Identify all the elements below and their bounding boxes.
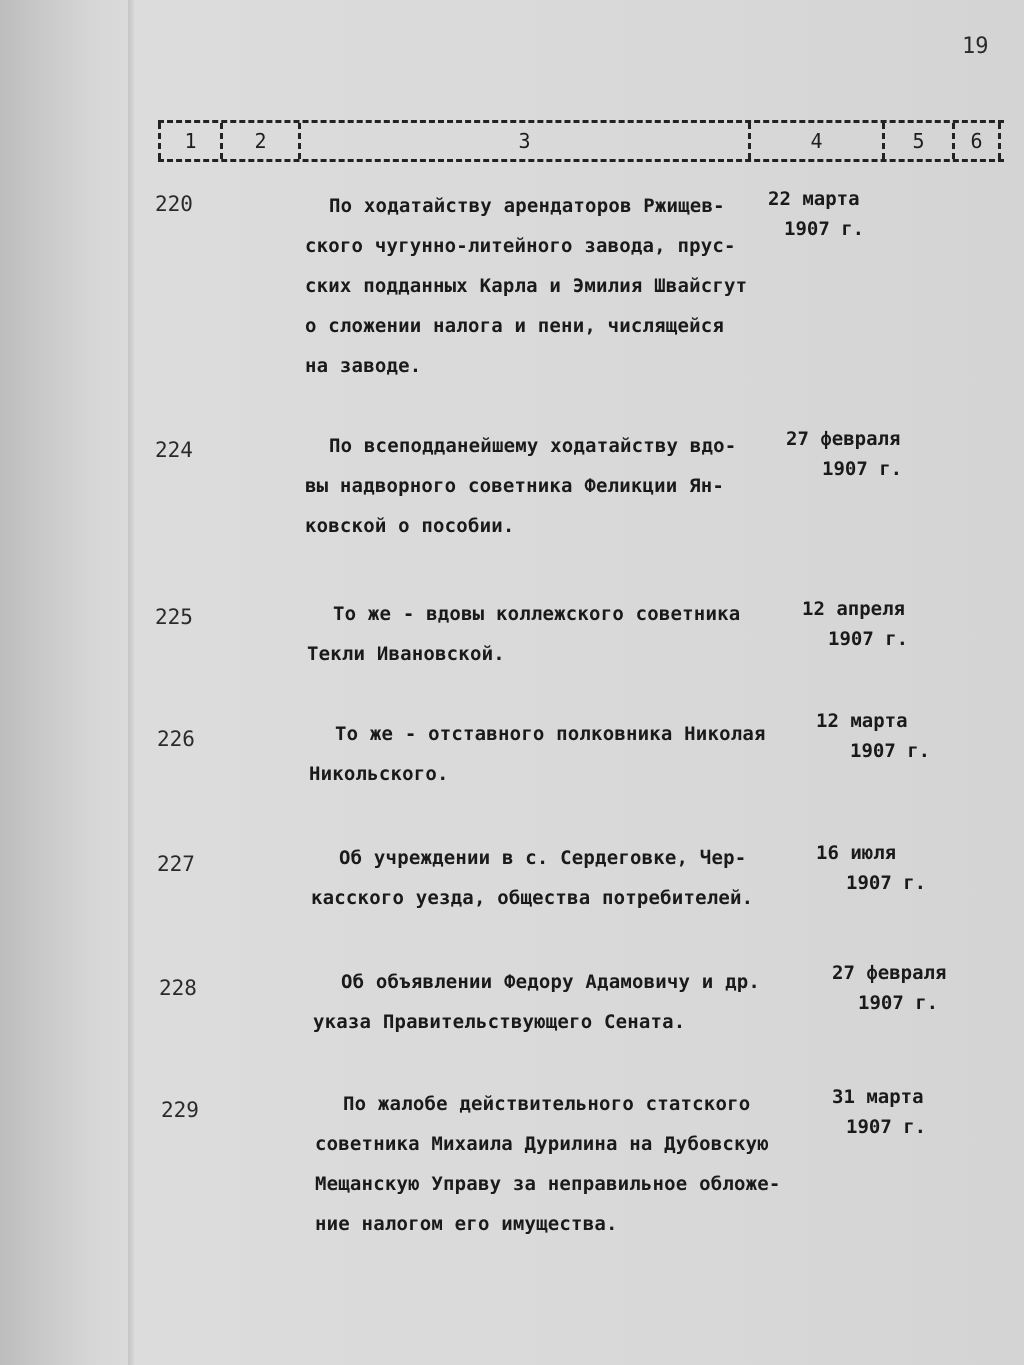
description-line: ских подданных Карла и Эмилия Швайсгут [305,275,748,297]
description-line: касского уезда, общества потребителей. [311,887,754,909]
description-line: вы надворного советника Феликции Ян- [305,475,725,497]
column-header-4: 4 [748,123,882,159]
entry-date [816,838,926,898]
entry-number: 227 [157,852,195,876]
entry-description [307,594,740,674]
entry-date-year: 1907 г. [846,872,927,894]
entry-number: 224 [155,438,193,462]
entry-date-year: 1907 г. [858,992,939,1014]
column-header-5: 5 [882,123,952,159]
entry-date-year: 1907 г. [784,218,865,240]
entry-description [305,186,747,386]
entry-date-year: 1907 г. [846,1116,927,1138]
entry-date-day: 12 марта [816,710,908,732]
entry-date-day: 27 февраля [786,428,901,450]
entry-description [313,962,760,1042]
description-line: на заводе. [305,355,422,377]
entry-number: 220 [155,192,193,216]
entry-number: 226 [157,727,195,751]
entry-date-day: 22 марта [768,188,860,210]
entry-date-year: 1907 г. [822,458,903,480]
entry-date-year: 1907 г. [850,740,931,762]
description-line: указа Правительствующего Сената. [313,1011,686,1033]
entry-date-year: 1907 г. [828,628,909,650]
column-header-3: 3 [298,123,748,159]
entry-date [802,594,908,654]
entry-description [315,1084,781,1244]
description-line: По всеподданейшему ходатайству вдо- [329,435,737,457]
description-line: Мещанскую Управу за неправильное обложе- [315,1173,781,1195]
entry-date-day: 12 апреля [802,598,905,620]
description-line: ковской о пособии. [305,515,515,537]
entry-date-day: 27 февраля [832,962,947,984]
description-line: Текли Ивановской. [307,643,505,665]
page-fold-shadow [128,0,134,1365]
description-line: По жалобе действительного статского [343,1093,751,1115]
entry-number: 229 [161,1098,199,1122]
description-line: о сложении налога и пени, числящейся [305,315,725,337]
entry-date [768,184,864,244]
entry-number: 228 [159,976,197,1000]
column-header-row [158,120,1004,162]
description-line: Об объявлении Федору Адамовичу и др. [341,971,761,993]
page-number: 19 [962,34,989,59]
description-line: То же - вдовы коллежского советника [333,603,741,625]
description-line: Никольского. [309,763,449,785]
entry-date [832,958,946,1018]
entry-date-day: 16 июля [816,842,897,864]
entry-description [309,714,766,794]
entry-description [311,838,753,918]
entry-date [816,706,930,766]
entry-date-day: 31 марта [832,1086,924,1108]
description-line: ние налогом его имущества. [315,1213,618,1235]
column-header-1: 1 [158,123,220,159]
entry-description [305,426,736,546]
description-line: ского чугунно-литейного завода, прус- [305,235,736,257]
entry-date [786,424,902,484]
description-line: советника Михаила Дурилина на Дубовскую [315,1133,769,1155]
entry-date [832,1082,926,1142]
description-line: Об учреждении в с. Сердеговке, Чер- [339,847,747,869]
description-line: То же - отставного полковника Николая [335,723,766,745]
column-header-2: 2 [220,123,298,159]
column-header-6: 6 [952,123,1001,159]
entry-number: 225 [155,605,193,629]
description-line: По ходатайству арендаторов Ржищев- [329,195,725,217]
